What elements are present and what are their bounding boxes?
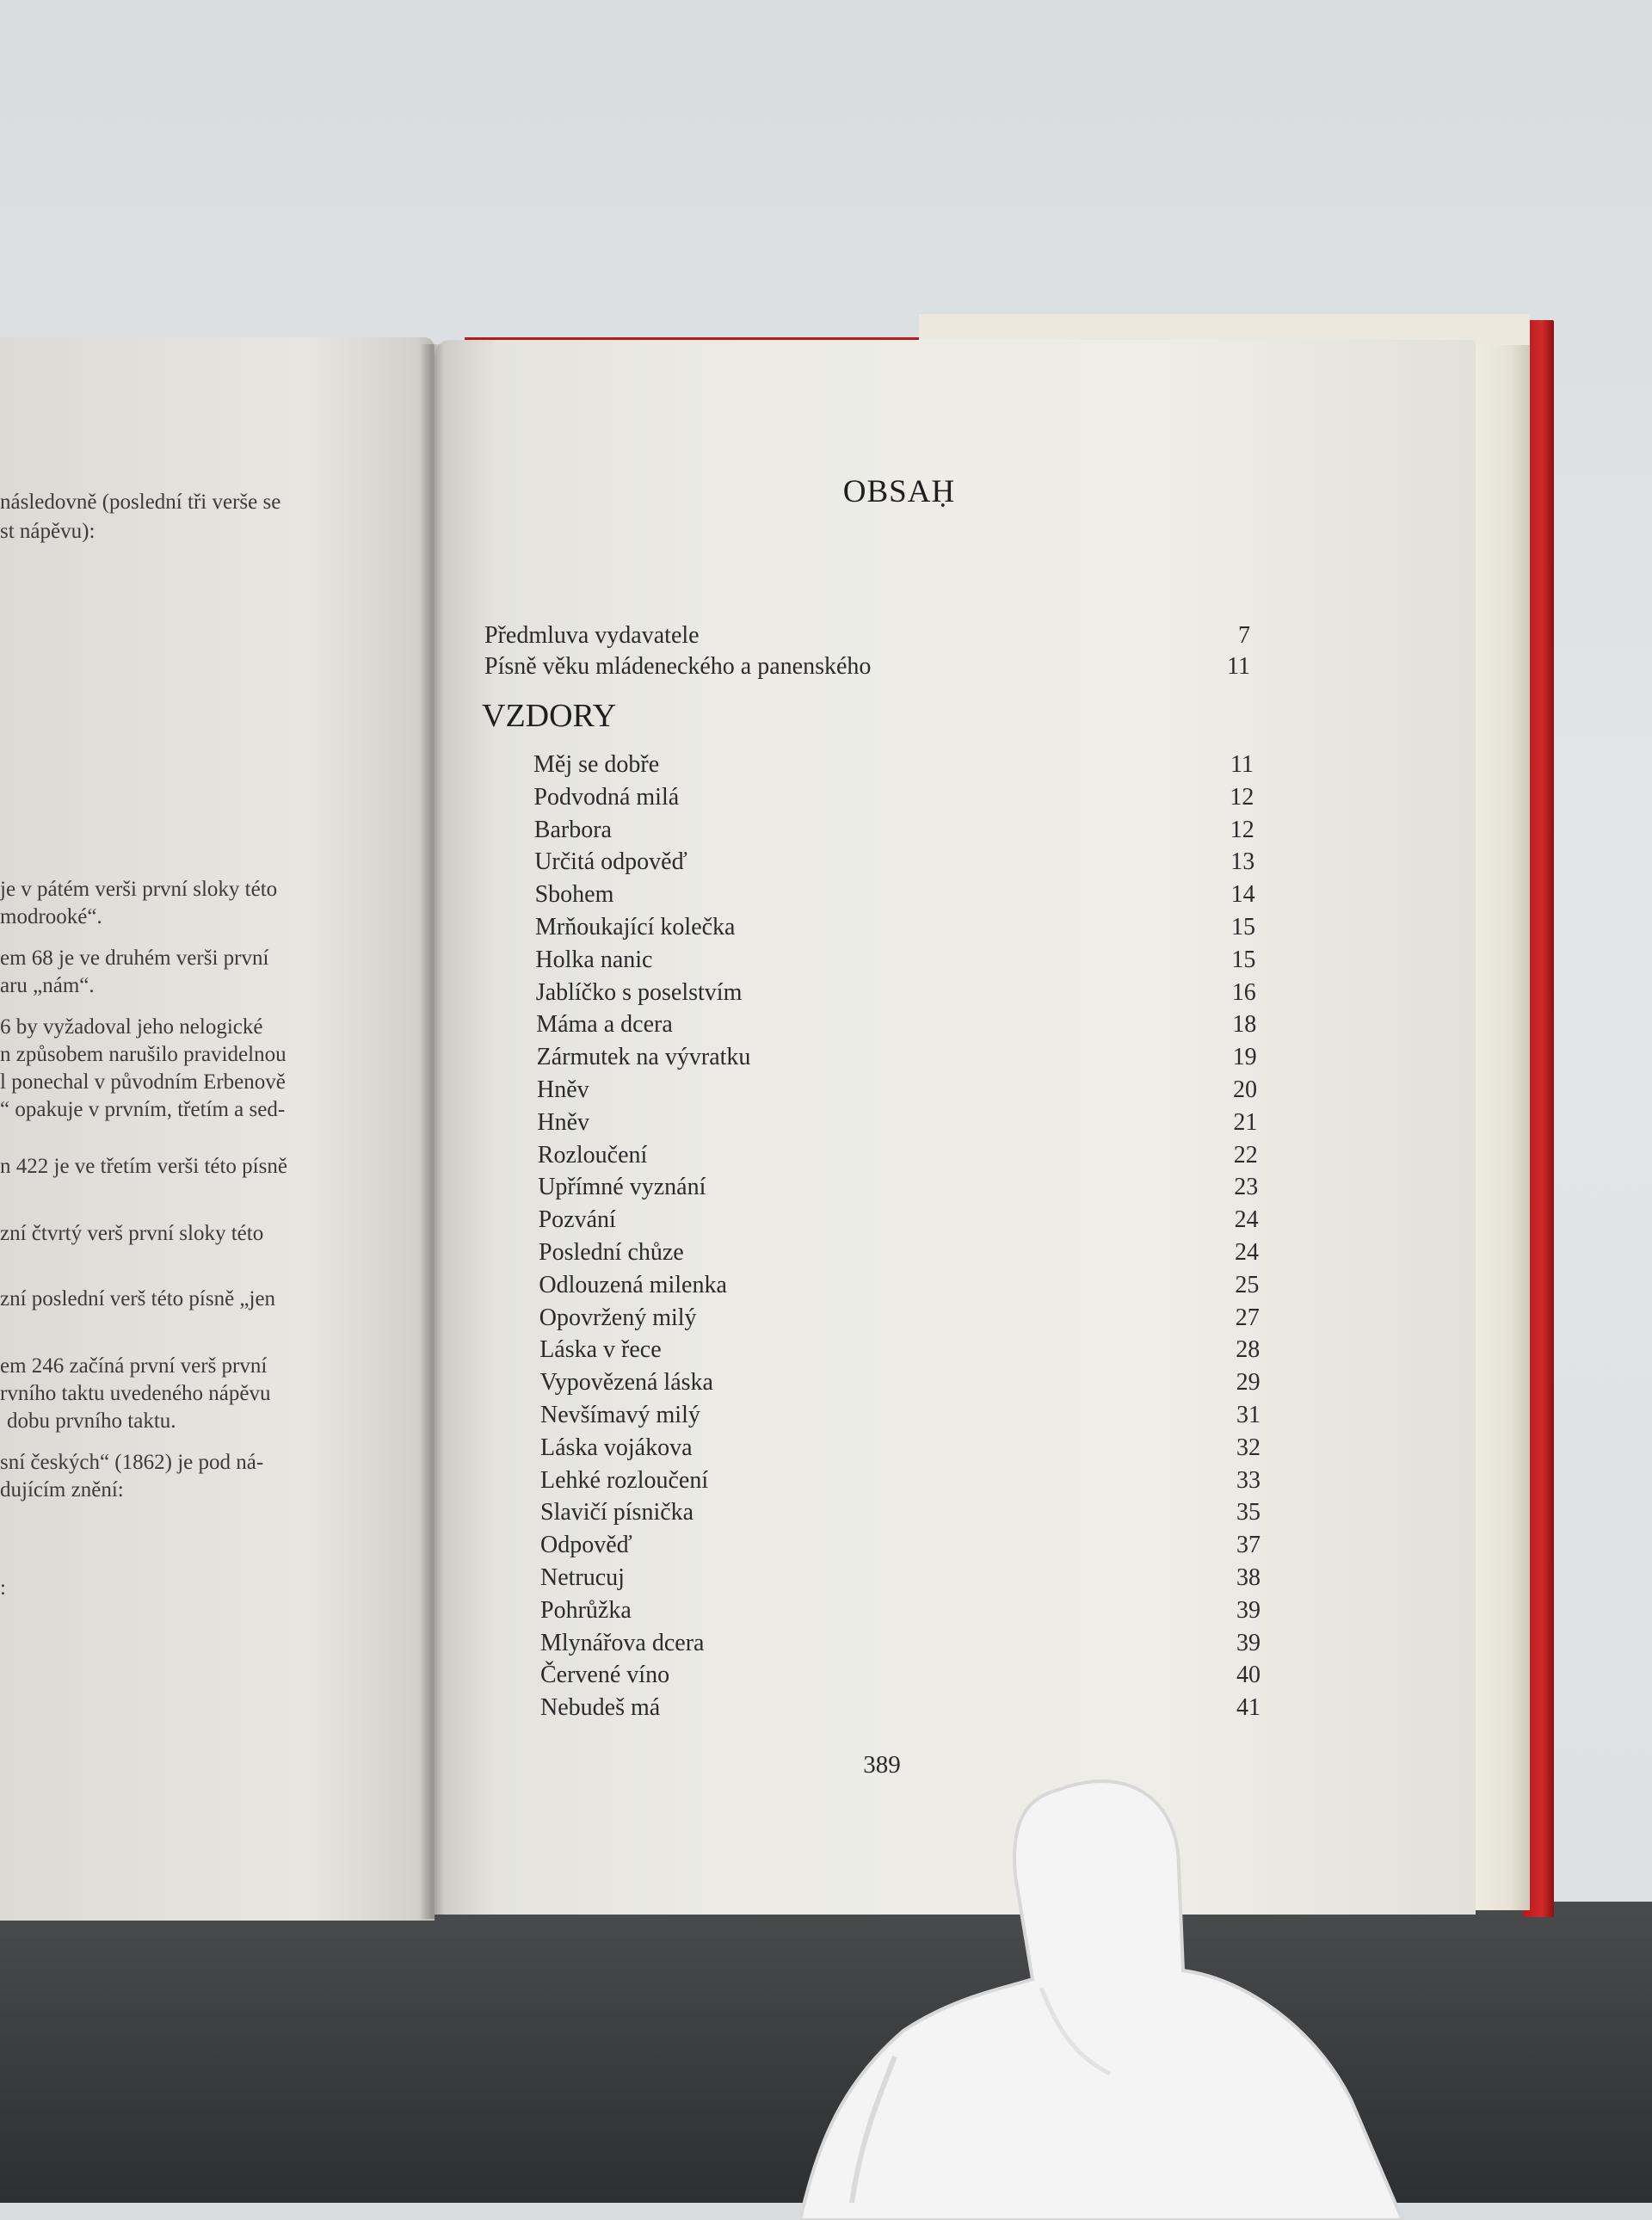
toc-entry-label: Měj se dobře	[533, 751, 660, 778]
toc-row	[540, 1694, 1261, 1724]
toc-row	[537, 1076, 1257, 1106]
toc-entry-page: 20	[1233, 1076, 1257, 1103]
toc-row	[540, 1402, 1261, 1431]
toc-entry-label: Hněv	[537, 1076, 589, 1103]
toc-entry-page: 12	[1230, 816, 1254, 843]
toc-entry-label: Lehké rozloučení	[540, 1466, 709, 1494]
toc-entry-label: Láska vojákova	[540, 1434, 693, 1461]
left-page-line: modrooké“.	[0, 905, 102, 928]
toc-entry-page: 24	[1235, 1239, 1259, 1266]
toc-entry-page: 39	[1236, 1596, 1261, 1624]
toc-entry-label: Písně věku mládeneckého a panenského	[484, 653, 872, 680]
toc-entry-page: 39	[1236, 1629, 1261, 1656]
toc-row	[539, 1304, 1260, 1334]
toc-entry-page: 27	[1235, 1304, 1260, 1331]
toc-row	[535, 947, 1255, 976]
toc-entry-label: Nevšímavý milý	[540, 1402, 700, 1428]
toc-row	[484, 622, 1250, 651]
toc-row	[536, 1011, 1256, 1040]
toc-entry-label: Hněv	[537, 1108, 590, 1136]
toc-entry-page: 32	[1236, 1434, 1261, 1461]
toc-entry-page: 19	[1232, 1044, 1257, 1071]
toc-row	[537, 1044, 1257, 1073]
toc-row	[534, 817, 1254, 846]
left-page-line: st nápěvu):	[0, 520, 96, 543]
toc-entry-label: Mrňoukající kolečka	[535, 914, 736, 940]
toc-row	[540, 1564, 1261, 1594]
toc-entry-label: Opovržený milý	[539, 1304, 697, 1331]
left-page-line: zní poslední verš této písně „jen	[0, 1287, 276, 1310]
toc-entry-label: Barbora	[533, 816, 612, 843]
toc-entry-label: Jablíčko s poselstvím	[535, 978, 743, 1006]
toc-row	[535, 881, 1255, 910]
left-page-line: em 246 začíná první verš první	[0, 1354, 268, 1378]
toc-entry-page: 28	[1236, 1336, 1261, 1364]
left-page	[0, 337, 435, 1921]
toc-entry-page: 15	[1231, 914, 1255, 940]
left-page-line: dobu prvního taktu.	[7, 1409, 176, 1433]
toc-entry-label: Rozloučení	[537, 1141, 648, 1169]
left-page-line: em 68 je ve druhém verši první	[0, 947, 269, 970]
toc-entry-label: Sbohem	[534, 881, 614, 909]
toc-entry-label: Zármutek na vývratku	[536, 1044, 751, 1071]
toc-row	[536, 979, 1256, 1008]
left-page-line: aru „nám“.	[0, 974, 95, 997]
toc-entry-page: 40	[1236, 1662, 1261, 1689]
toc-entry-label: Pozvání	[538, 1206, 616, 1234]
toc-row	[540, 1434, 1261, 1464]
left-page-line: n způsobem narušilo pravidelnou	[0, 1043, 287, 1066]
toc-entry-page: 7	[1238, 622, 1250, 649]
left-page-line: :	[0, 1576, 6, 1600]
toc-row	[539, 1336, 1260, 1366]
toc-row	[539, 1272, 1259, 1301]
toc-row	[539, 1206, 1259, 1236]
toc-row	[539, 1239, 1259, 1268]
toc-entry-label: Upřímné vyznání	[538, 1174, 706, 1201]
white-glove-hand	[800, 1773, 1489, 2220]
book-gutter-shadow	[420, 344, 444, 1919]
toc-row	[540, 1597, 1261, 1626]
toc-entry-label: Pohrůžka	[540, 1596, 632, 1624]
toc-entry-label: Vypovězená láska	[539, 1369, 713, 1397]
toc-row	[540, 1369, 1261, 1398]
toc-entry-page: 21	[1233, 1108, 1258, 1136]
toc-entry-label: Mlynářova dcera	[540, 1629, 705, 1656]
toc-entry-label: Odlouzená milenka	[539, 1271, 727, 1298]
toc-entry-page: 38	[1236, 1564, 1261, 1591]
toc-row	[540, 1662, 1261, 1691]
toc-row	[537, 1109, 1257, 1138]
toc-entry-label: Slavičí písnička	[540, 1499, 694, 1526]
page-title: OBSAḤ	[842, 474, 956, 509]
left-page-line: následovně (poslední tři verše se	[0, 490, 281, 514]
left-page-line: n 422 je ve třetím verši této písně	[0, 1155, 287, 1178]
toc-row	[535, 914, 1255, 943]
toc-entry-page: 14	[1230, 881, 1255, 909]
toc-entry-page: 37	[1236, 1532, 1261, 1559]
toc-entry-page: 41	[1236, 1694, 1261, 1722]
toc-row	[540, 1532, 1261, 1561]
toc-row	[538, 1174, 1258, 1203]
toc-row	[540, 1499, 1261, 1528]
toc-entry-page: 23	[1234, 1174, 1259, 1201]
toc-entry-label: Poslední chůze	[539, 1239, 684, 1266]
toc-row	[484, 653, 1250, 682]
left-page-line: rvního taktu uvedeného nápěvu	[0, 1382, 271, 1405]
toc-row	[538, 1142, 1258, 1171]
toc-row	[533, 784, 1254, 813]
toc-entry-label: Určitá odpověď	[534, 848, 687, 876]
toc-entry-page: 33	[1236, 1466, 1261, 1494]
left-page-line: 6 by vyžadoval jeho nelogické	[0, 1015, 263, 1039]
toc-row	[533, 751, 1254, 780]
toc-entry-label: Odpověď	[540, 1532, 632, 1559]
toc-entry-page: 25	[1235, 1271, 1260, 1298]
toc-entry-page: 18	[1232, 1011, 1257, 1039]
toc-entry-page: 24	[1234, 1206, 1259, 1234]
toc-entry-page: 35	[1236, 1499, 1261, 1526]
toc-entry-label: Netrucuj	[540, 1564, 625, 1591]
toc-entry-label: Máma a dcera	[536, 1011, 673, 1039]
toc-entry-page: 11	[1230, 751, 1254, 778]
toc-entry-page: 16	[1231, 978, 1256, 1006]
toc-entry-label: Nebudeš má	[540, 1694, 661, 1722]
toc-entry-page: 22	[1233, 1141, 1258, 1169]
toc-entry-label: Láska v řece	[539, 1336, 662, 1364]
section-heading: VZDORY	[482, 698, 617, 734]
toc-row	[534, 848, 1254, 878]
right-page-contents	[435, 340, 1476, 1915]
left-page-line: sní českých“ (1862) je pod ná-	[0, 1451, 264, 1474]
toc-entry-page: 29	[1236, 1369, 1261, 1397]
toc-entry-page: 13	[1230, 848, 1255, 876]
left-page-line: je v pátém verši první sloky této	[0, 878, 278, 901]
toc-entry-page: 11	[1227, 653, 1250, 680]
left-page-line: “ opakuje v prvním, třetím a sed-	[0, 1098, 286, 1121]
toc-entry-label: Podvodná milá	[533, 783, 680, 811]
left-page-line: l ponechal v původním Erbenově	[0, 1070, 286, 1094]
toc-entry-label: Holka nanic	[535, 946, 653, 973]
left-page-line: zní čtvrtý verš první sloky této	[0, 1222, 264, 1245]
toc-row	[540, 1467, 1261, 1496]
toc-entry-label: Červené víno	[540, 1662, 670, 1689]
toc-entry-page: 12	[1230, 783, 1254, 811]
toc-row	[540, 1630, 1261, 1659]
toc-entry-page: 15	[1231, 946, 1256, 973]
toc-entry-page: 31	[1236, 1402, 1261, 1428]
toc-entry-label: Předmluva vydavatele	[484, 622, 700, 649]
left-page-line: dujícím znění:	[0, 1478, 124, 1502]
page-number: 389	[863, 1751, 901, 1779]
